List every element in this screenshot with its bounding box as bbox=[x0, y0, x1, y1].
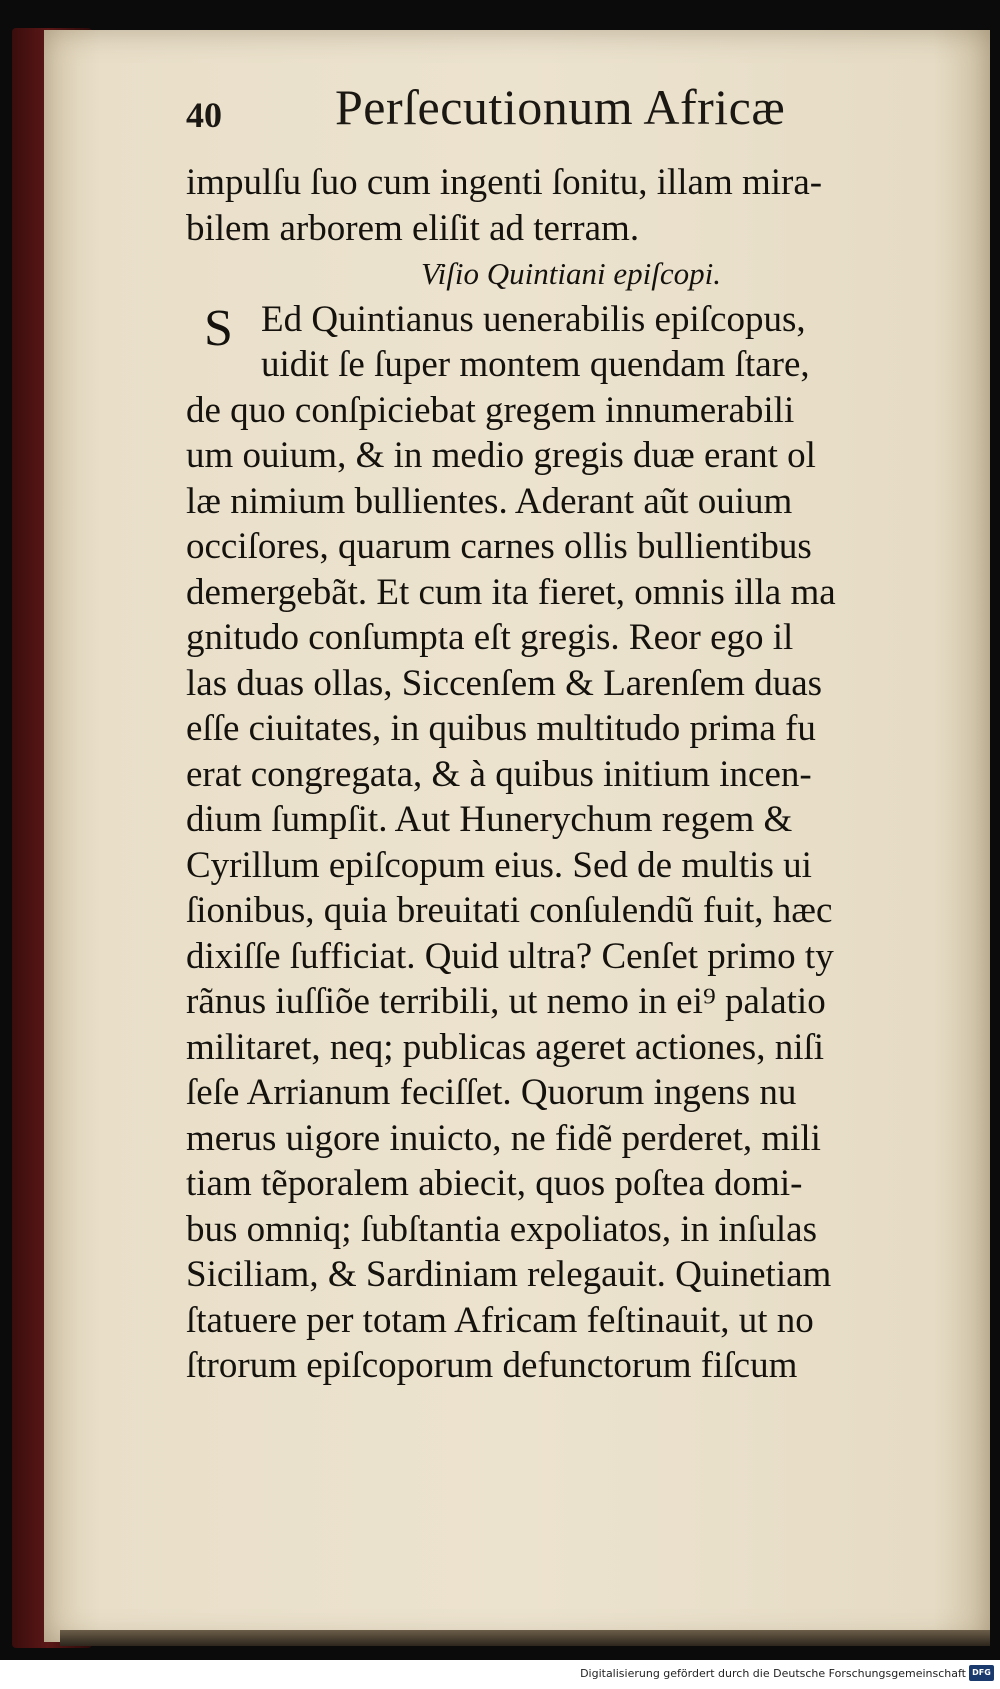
page-number: 40 bbox=[186, 95, 222, 135]
text-line: erat congregata, & à quibus initium incen- bbox=[186, 753, 812, 795]
text-line: dium ſumpſit. Aut Hunerychum regem & bbox=[186, 799, 793, 840]
funding-credit: Digitalisierung gefördert durch die Deutsche Forschungsgemeinschaft bbox=[580, 1667, 966, 1680]
drop-capital: S bbox=[204, 300, 233, 357]
text-line: rãnus iuſſiõe terribili, ut nemo in ei⁹ palatio bbox=[186, 981, 826, 1022]
text-line: ſtatuere per totam Africam feſtinauit, ut no bbox=[186, 1299, 814, 1341]
text-line: demergebãt. Et cum ita fieret, omnis illa ma bbox=[186, 571, 836, 613]
text-line: bilem arborem eliſit ad terram. bbox=[186, 207, 640, 249]
page-header bbox=[140, 78, 940, 158]
text-line: ſeſe Arrianum feciſſet. Quorum ingens nu bbox=[186, 1072, 797, 1113]
text-line: læ nimium bullientes. Aderant aũt ouium bbox=[186, 480, 793, 522]
text-line: ſionibus, quia breuitati conſulendũ fuit, hæc bbox=[186, 890, 833, 931]
text-line: militaret, neq; publicas ageret actiones, niſi bbox=[186, 1026, 825, 1068]
text-line: Ed Quintianus uenerabilis epiſcopus, bbox=[261, 298, 806, 340]
text-line: um ouium, & in medio gregis duæ erant ol bbox=[186, 435, 816, 476]
text-line: las duas ollas, Siccenſem & Larenſem duas bbox=[186, 662, 823, 704]
text-line: uidit ſe ſuper montem quendam ſtare, bbox=[261, 344, 810, 385]
text-line: impulſu ſuo cum ingenti ſonitu, illam mira- bbox=[186, 162, 823, 203]
text-line: eſſe ciuitates, in quibus multitudo prima fu bbox=[186, 708, 816, 749]
text-line: bus omniq; ſubſtantia expoliatos, in inſulas bbox=[186, 1208, 818, 1250]
footer-bar bbox=[0, 1660, 1000, 1689]
text-line: occiſores, quarum carnes ollis bullientibus bbox=[186, 526, 812, 567]
text-line: ſtrorum epiſcoporum defunctorum fiſcum bbox=[186, 1345, 798, 1386]
text-line: dixiſſe ſufficiat. Quid ultra? Cenſet primo ty bbox=[186, 935, 834, 977]
page-bottom-shadow bbox=[60, 1630, 990, 1646]
running-title: Perſecutionum Africæ bbox=[335, 79, 786, 135]
section-heading: Viſio Quintiani epiſcopi. bbox=[421, 256, 721, 291]
body-text bbox=[186, 160, 926, 1389]
dfg-logo: DFG bbox=[969, 1665, 994, 1681]
text-line: de quo conſpiciebat gregem innumerabili bbox=[186, 389, 795, 431]
text-line: gnitudo conſumpta eſt gregis. Reor ego il bbox=[186, 617, 794, 658]
text-line: Siciliam, & Sardiniam relegauit. Quinetiam bbox=[186, 1254, 832, 1295]
text-line: Cyrillum epiſcopum eius. Sed de multis ui bbox=[186, 844, 812, 886]
text-line: merus uigore inuicto, ne fidẽ perderet, mili bbox=[186, 1117, 821, 1159]
text-line: tiam tẽporalem abiecit, quos poſtea domi- bbox=[186, 1163, 803, 1204]
